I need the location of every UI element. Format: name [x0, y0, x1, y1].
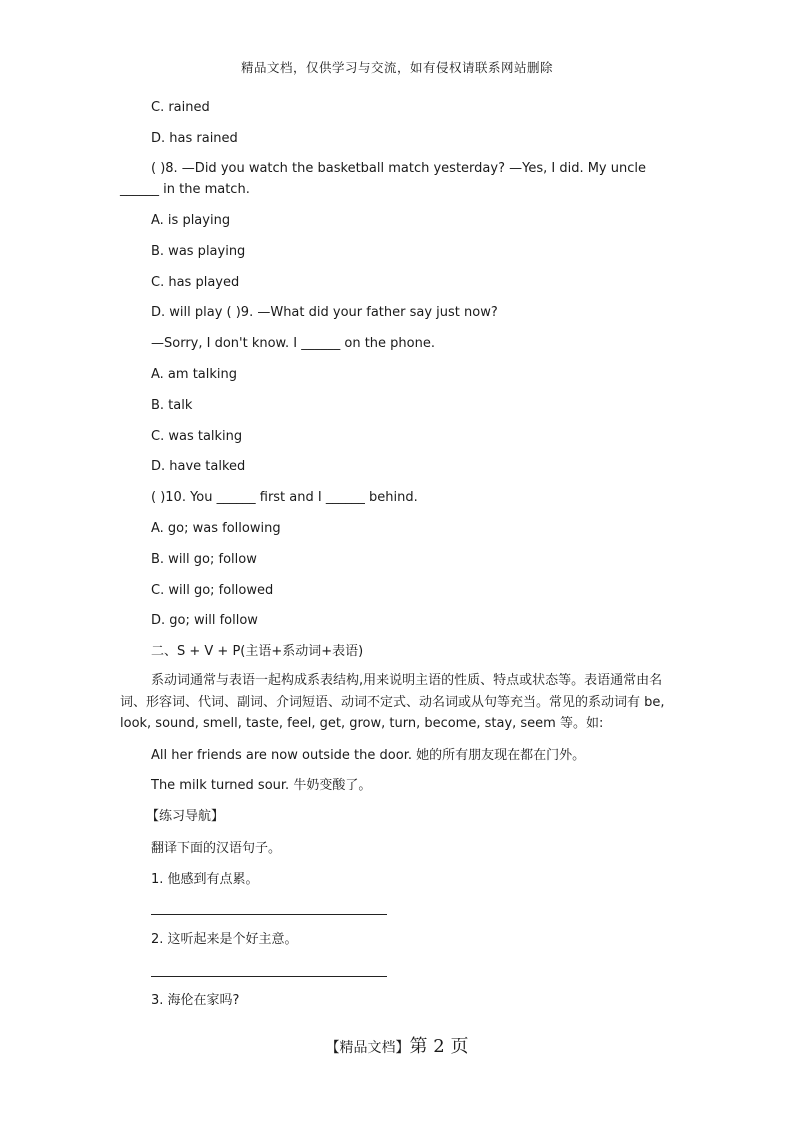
section-heading: 二、S + V + P(主语+系动词+表语) — [151, 644, 364, 659]
question-9-reply: —Sorry, I don't know. I ______ on the phone. — [151, 336, 435, 351]
option-d-go-will-follow: D. go; will follow — [151, 613, 258, 628]
page-number: 第 2 页 — [409, 1036, 469, 1057]
exercise-3: 3. 海伦在家吗? — [151, 993, 240, 1008]
question-8-line-1: ( )8. —Did you watch the basketball match yesterday? —Yes, I did. My uncle — [151, 161, 646, 176]
page-footer — [0, 1032, 794, 1058]
option-c-was-talking: C. was talking — [151, 429, 243, 444]
example-sentence-2: The milk turned sour. 牛奶变酸了。 — [151, 778, 372, 793]
option-c-rained: C. rained — [151, 100, 210, 115]
exercise-2: 2. 这听起来是个好主意。 — [151, 932, 298, 947]
option-b-talk: B. talk — [151, 398, 193, 413]
footer-tag: 【精品文档】 — [325, 1040, 410, 1056]
option-a-go-was-following: A. go; was following — [151, 521, 281, 536]
option-b-will-go-follow: B. will go; follow — [151, 552, 257, 567]
option-d-have-talked: D. have talked — [151, 459, 246, 474]
option-b-was-playing: B. was playing — [151, 244, 246, 259]
explanation-text: 系动词通常与表语一起构成系表结构,用来说明主语的性质、特点或状态等。表语通常由名词、形容词、代词、副词、介词短语、动词不定式、动名词或从句等充当。常见的系动词有 be, look, sound, smell, taste, feel, get, grow, turn, become, stay, seem 等。如: — [120, 673, 665, 731]
option-d-will-play-question-9: D. will play ( )9. —What did your father say just now? — [151, 305, 498, 320]
practice-heading: 【练习导航】 — [146, 809, 225, 824]
option-c-will-go-followed: C. will go; followed — [151, 583, 274, 598]
option-d-has-rained: D. has rained — [151, 131, 238, 146]
question-10: ( )10. You ______ first and I ______ behind. — [151, 490, 418, 505]
page-header: 精品文档，仅供学习与交流，如有侵权请联系网站删除 — [240, 60, 553, 75]
answer-line-2 — [151, 976, 387, 977]
explanation-paragraph — [120, 670, 668, 735]
instruction: 翻译下面的汉语句子。 — [151, 841, 282, 856]
exercise-1: 1. 他感到有点累。 — [151, 872, 259, 887]
answer-line-1 — [151, 914, 387, 915]
option-c-has-played: C. has played — [151, 275, 240, 290]
question-8-line-2: ______ in the match. — [120, 182, 250, 197]
option-a-is-playing: A. is playing — [151, 213, 231, 228]
example-sentence-1: All her friends are now outside the door. 她的所有朋友现在都在门外。 — [151, 748, 586, 763]
option-a-am-talking: A. am talking — [151, 367, 237, 382]
